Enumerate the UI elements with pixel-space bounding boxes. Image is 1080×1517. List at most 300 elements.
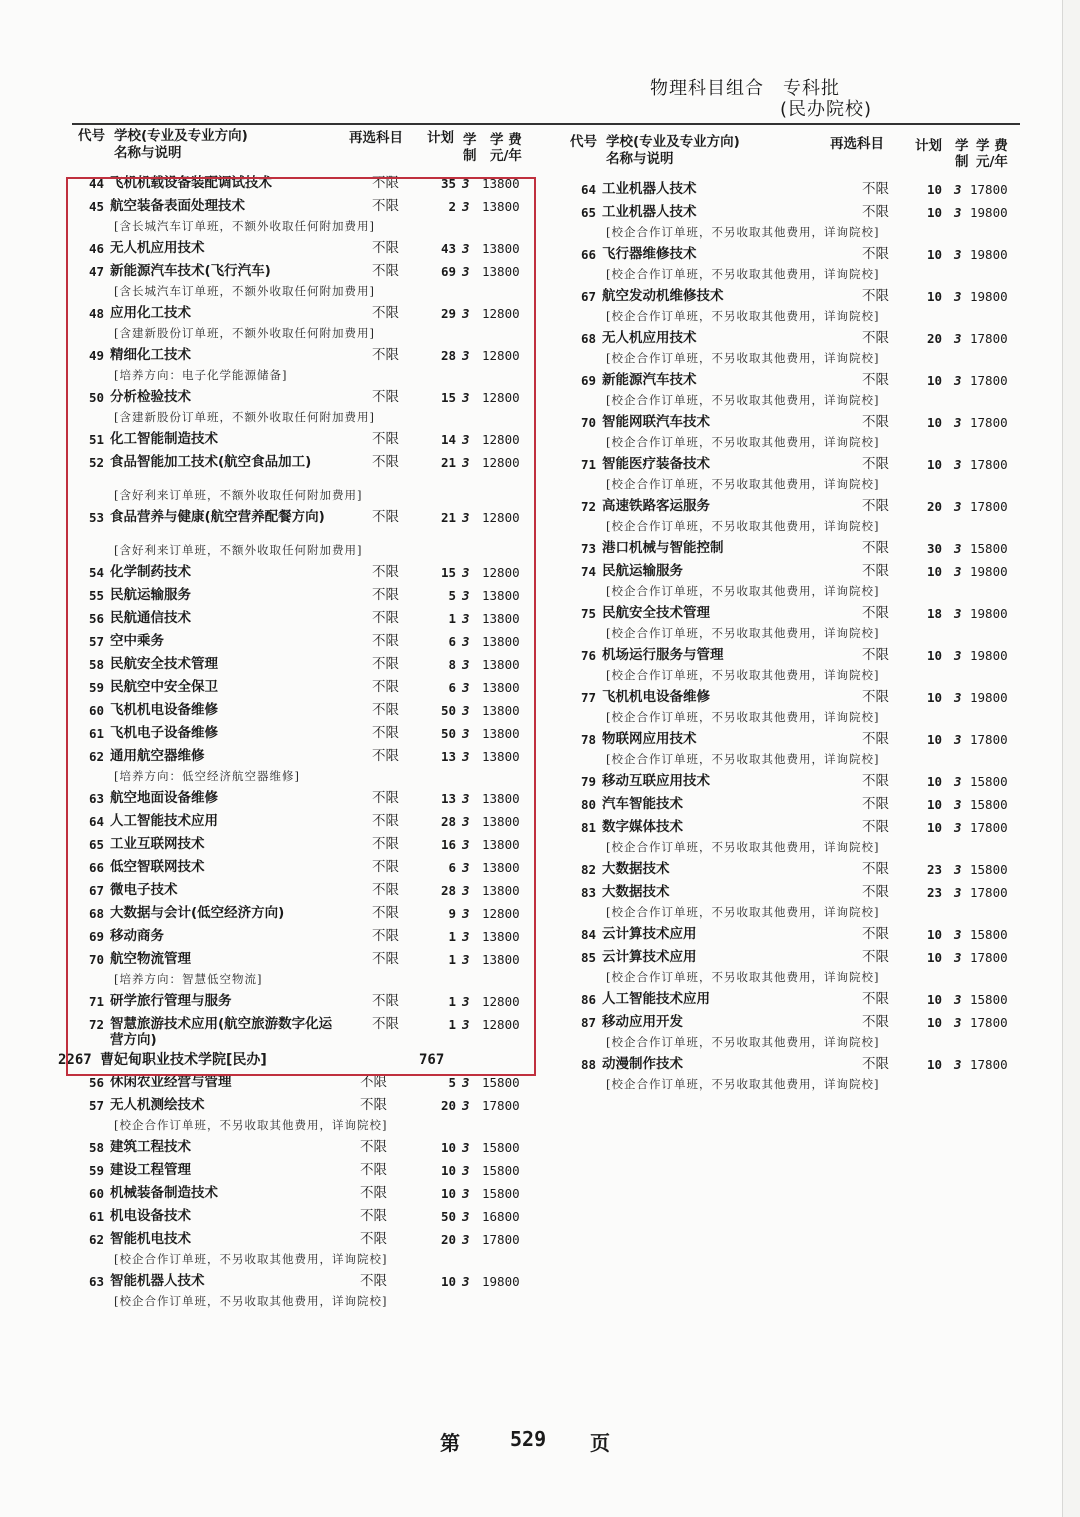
tuition-fee: 13800 [482,814,520,829]
elective-subject: 不限 [862,949,889,965]
major-note: [校企合作订单班，不另收取其他费用，详询院校] [606,752,880,766]
tuition-fee: 13800 [482,749,520,764]
col-fee-sub-header: 元/年 [976,154,1008,170]
tuition-fee: 19800 [970,564,1008,579]
major-note: [校企合作订单班，不另收取其他费用，详询院校] [606,267,880,281]
study-years: 3 [954,648,962,663]
plan-count: 10 [926,732,942,747]
tuition-fee: 16800 [482,1209,520,1224]
study-years: 3 [954,182,962,197]
plan-count: 15 [440,390,456,405]
plan-count: 23 [926,885,942,900]
plan-count: 10 [926,950,942,965]
major-note: [含好利来订单班，不额外收取任何附加费用] [114,488,363,502]
plan-count: 10 [926,182,942,197]
elective-subject: 不限 [372,928,399,944]
tuition-fee: 17800 [970,732,1008,747]
school-code: 2267 [58,1052,92,1068]
elective-subject: 不限 [862,498,889,514]
header-subtitle: (民办院校) [779,99,872,120]
plan-count: 16 [440,837,456,852]
tuition-fee: 13800 [482,952,520,967]
col-years-header: 学 [955,138,969,154]
elective-subject: 不限 [372,587,399,603]
elective-subject: 不限 [862,647,889,663]
elective-subject: 不限 [862,246,889,262]
study-years: 3 [462,680,470,695]
major-name: 民航运输服务 [110,587,191,603]
plan-count: 10 [926,205,942,220]
major-note: [校企合作订单班，不另收取其他费用，详询院校] [114,1252,388,1266]
plan-count: 1 [448,994,456,1009]
elective-subject: 不限 [360,1273,387,1289]
study-years: 3 [462,306,470,321]
study-years: 3 [954,885,962,900]
major-note: [校企合作订单班，不另收取其他费用，详询院校] [606,970,880,984]
elective-subject: 不限 [372,610,399,626]
elective-subject: 不限 [862,926,889,942]
major-note: [培养方向：电子化学能源储备] [114,368,288,382]
major-code: 75 [580,606,596,621]
study-years: 3 [954,1015,962,1030]
major-code: 52 [88,455,104,470]
tuition-fee: 13800 [482,634,520,649]
elective-subject: 不限 [862,731,889,747]
table-row [570,644,1020,667]
major-name: 化工智能制造技术 [110,431,218,447]
col-school-sub-header: 名称与说明 [606,151,674,167]
plan-count: 21 [440,510,456,525]
major-code: 70 [580,415,596,430]
major-name: 食品营养与健康(航空营养配餐方向) [110,509,325,525]
tuition-fee: 13800 [482,791,520,806]
study-years: 3 [954,927,962,942]
study-years: 3 [462,241,470,256]
major-note: [含建新股份订单班，不额外收取任何附加费用] [114,410,375,424]
major-code: 72 [580,499,596,514]
col-code-header: 代号 [78,128,105,144]
major-name: 飞机机电设备维修 [110,702,218,718]
elective-subject: 不限 [862,819,889,835]
table-row [570,495,1020,518]
plan-count: 1 [448,611,456,626]
elective-subject: 不限 [372,389,399,405]
table-row [570,411,1020,434]
elective-subject: 不限 [372,175,399,191]
elective-subject: 不限 [862,372,889,388]
elective-subject: 不限 [372,454,399,470]
major-name: 云计算技术应用 [602,949,697,965]
major-code: 60 [88,1186,104,1201]
major-name: 大数据技术 [602,884,670,900]
major-note: [校企合作订单班，不另收取其他费用，详询院校] [606,1077,880,1091]
plan-count: 23 [926,862,942,877]
plan-count: 5 [448,588,456,603]
study-years: 3 [462,657,470,672]
plan-count: 10 [440,1140,456,1155]
major-code: 66 [580,247,596,262]
tuition-fee: 12800 [482,994,520,1009]
major-code: 88 [580,1057,596,1072]
major-code: 46 [88,241,104,256]
tuition-fee: 12800 [482,348,520,363]
major-code: 72 [88,1017,104,1032]
major-code: 63 [88,1274,104,1289]
major-code: 62 [88,749,104,764]
plan-count: 1 [448,1017,456,1032]
major-name: 机械装备制造技术 [110,1185,218,1201]
study-years: 3 [954,415,962,430]
study-years: 3 [462,455,470,470]
major-name: 高速铁路客运服务 [602,498,710,514]
study-years: 3 [462,176,470,191]
plan-count: 2 [448,199,456,214]
tuition-fee: 12800 [482,432,520,447]
elective-subject: 不限 [360,1097,387,1113]
tuition-fee: 17800 [482,1098,520,1113]
elective-subject: 不限 [372,198,399,214]
study-years: 3 [462,1209,470,1224]
major-code: 57 [88,1098,104,1113]
study-years: 3 [954,732,962,747]
major-note: [培养方向：低空经济航空器维修] [114,769,300,783]
elective-subject: 不限 [372,1016,399,1032]
major-name: 民航运输服务 [602,563,683,579]
tuition-fee: 12800 [482,306,520,321]
table-row [570,1053,1020,1076]
major-name: 智能机器人技术 [110,1273,205,1289]
tuition-fee: 13800 [482,657,520,672]
major-code: 65 [88,837,104,852]
elective-subject: 不限 [862,605,889,621]
table-row [570,793,1020,816]
col-code-header: 代号 [570,134,597,150]
tuition-fee: 15800 [482,1186,520,1201]
major-code: 67 [88,883,104,898]
major-name: 智能机电技术 [110,1231,191,1247]
table-row [570,602,1020,625]
major-name: 精细化工技术 [110,347,191,363]
page-header [650,78,872,120]
major-note: [校企合作订单班，不另收取其他费用，详询院校] [606,351,880,365]
study-years: 3 [954,797,962,812]
major-note: [校企合作订单班，不另收取其他费用，详询院校] [114,1294,388,1308]
study-years: 3 [462,390,470,405]
major-name: 智能医疗装备技术 [602,456,710,472]
major-name: 智能网联汽车技术 [602,414,710,430]
plan-count: 18 [926,606,942,621]
highlight-box [66,177,536,1076]
major-note: [校企合作订单班，不另收取其他费用，详询院校] [606,710,880,724]
plan-count: 21 [440,455,456,470]
tuition-fee: 13800 [482,264,520,279]
table-row [570,453,1020,476]
study-years: 3 [462,1140,470,1155]
major-name: 汽车智能技术 [602,796,683,812]
elective-subject: 不限 [372,905,399,921]
plan-count: 10 [926,927,942,942]
col-school-sub-header: 名称与说明 [114,145,182,161]
tuition-fee: 13800 [482,726,520,741]
major-note: [校企合作订单班，不另收取其他费用，详询院校] [606,477,880,491]
table-row [570,327,1020,350]
study-years: 3 [462,906,470,921]
table-row [570,178,1020,201]
major-code: 69 [88,929,104,944]
major-name: 食品智能加工技术(航空食品加工) [110,454,312,470]
right-column-header [570,132,1020,178]
study-years: 3 [462,432,470,447]
major-code: 59 [88,680,104,695]
tuition-fee: 17800 [970,885,1008,900]
plan-count: 29 [440,306,456,321]
study-years: 3 [462,791,470,806]
major-code: 60 [88,703,104,718]
tuition-fee: 13800 [482,703,520,718]
col-school-header: 学校(专业及专业方向) [606,134,740,150]
elective-subject: 不限 [372,951,399,967]
col-fee-sub-header: 元/年 [490,148,522,164]
left-column-header [78,126,528,172]
major-name: 研学旅行管理与服务 [110,993,232,1009]
elective-subject: 不限 [862,456,889,472]
major-note: [校企合作订单班，不另收取其他费用，详询院校] [606,905,880,919]
plan-count: 10 [926,457,942,472]
study-years: 3 [954,1057,962,1072]
col-school-header: 学校(专业及专业方向) [114,128,248,144]
table-row [570,686,1020,709]
plan-count: 10 [926,774,942,789]
plan-count: 10 [926,247,942,262]
elective-subject: 不限 [862,884,889,900]
major-name: 云计算技术应用 [602,926,697,942]
tuition-fee: 15800 [970,797,1008,812]
plan-count: 14 [440,432,456,447]
study-years: 3 [462,814,470,829]
plan-count: 10 [440,1274,456,1289]
elective-subject: 不限 [862,288,889,304]
major-name: 新能源汽车技术(飞行汽车) [110,263,271,279]
major-name: 民航通信技术 [110,610,191,626]
major-name: 飞机机电设备维修 [602,689,710,705]
major-name: 通用航空器维修 [110,748,205,764]
major-code: 85 [580,950,596,965]
major-name: 民航安全技术管理 [110,656,218,672]
study-years: 3 [954,564,962,579]
major-code: 71 [88,994,104,1009]
major-note: [校企合作订单班，不另收取其他费用，详询院校] [606,668,880,682]
major-name: 机场运行服务与管理 [602,647,724,663]
elective-subject: 不限 [862,204,889,220]
plan-count: 35 [440,176,456,191]
tuition-fee: 13800 [482,588,520,603]
study-years: 3 [462,1186,470,1201]
plan-count: 10 [926,289,942,304]
tuition-fee: 12800 [482,390,520,405]
plan-count: 50 [440,1209,456,1224]
col-subject-header: 再选科目 [830,136,884,152]
table-row [570,560,1020,583]
tuition-fee: 13800 [482,883,520,898]
major-name: 空中乘务 [110,633,164,649]
plan-count: 13 [440,791,456,806]
study-years: 3 [462,510,470,525]
elective-subject: 不限 [372,431,399,447]
elective-subject: 不限 [372,813,399,829]
plan-count: 20 [440,1098,456,1113]
major-name: 移动商务 [110,928,164,944]
study-years: 3 [954,606,962,621]
plan-count: 10 [926,415,942,430]
elective-subject: 不限 [372,656,399,672]
major-name: 无人机应用技术 [110,240,205,256]
study-years: 3 [462,994,470,1009]
major-code: 77 [580,690,596,705]
major-note: [含好利来订单班，不额外收取任何附加费用] [114,543,363,557]
table-row [570,770,1020,793]
study-years: 3 [462,837,470,852]
elective-subject: 不限 [862,1056,889,1072]
study-years: 3 [462,1274,470,1289]
major-name: 航空物流管理 [110,951,191,967]
plan-count: 1 [448,929,456,944]
major-code: 64 [88,814,104,829]
major-code: 62 [88,1232,104,1247]
elective-subject: 不限 [372,347,399,363]
major-code: 68 [88,906,104,921]
table-row [570,858,1020,881]
table-row [570,201,1020,224]
study-years: 3 [462,565,470,580]
major-name: 建筑工程技术 [110,1139,191,1155]
study-years: 3 [954,950,962,965]
tuition-fee: 13800 [482,176,520,191]
header-rule [72,123,1020,125]
table-row [570,285,1020,308]
major-code: 48 [88,306,104,321]
study-years: 3 [954,499,962,514]
col-years-header: 学 [463,132,477,148]
major-note: [校企合作订单班，不另收取其他费用，详询院校] [606,393,880,407]
elective-subject: 不限 [862,689,889,705]
study-years: 3 [954,992,962,1007]
col-plan-header: 计划 [915,138,942,154]
elective-subject: 不限 [372,305,399,321]
major-name: 飞机电子设备维修 [110,725,218,741]
study-years: 3 [954,774,962,789]
plan-count: 28 [440,883,456,898]
table-row [78,1136,528,1159]
elective-subject: 不限 [372,725,399,741]
plan-count: 5 [448,1075,456,1090]
elective-subject: 不限 [372,836,399,852]
plan-count: 43 [440,241,456,256]
major-name: 民航安全技术管理 [602,605,710,621]
major-code: 71 [580,457,596,472]
major-name: 化学制药技术 [110,564,191,580]
elective-subject: 不限 [372,679,399,695]
header-title: 物理科目组合 专科批 [649,78,840,99]
study-years: 3 [954,457,962,472]
major-code: 81 [580,820,596,835]
plan-count: 13 [440,749,456,764]
major-note: [校企合作订单班，不另收取其他费用，详询院校] [606,225,880,239]
tuition-fee: 12800 [482,565,520,580]
major-name: 工业机器人技术 [602,181,697,197]
table-row [78,1270,528,1293]
major-code: 56 [88,1075,104,1090]
major-name: 工业互联网技术 [110,836,205,852]
table-row [78,1159,528,1182]
major-name: 物联网应用技术 [602,731,697,747]
major-code: 56 [88,611,104,626]
plan-count: 10 [926,564,942,579]
major-name: 航空地面设备维修 [110,790,218,806]
major-code: 86 [580,992,596,1007]
tuition-fee: 13800 [482,929,520,944]
major-code: 68 [580,331,596,346]
major-note: [校企合作订单班，不另收取其他费用，详询院校] [606,309,880,323]
tuition-fee: 17800 [970,415,1008,430]
table-row [78,1228,528,1251]
table-row [570,816,1020,839]
plan-count: 10 [926,648,942,663]
elective-subject: 不限 [372,263,399,279]
col-years-sub-header: 制 [955,154,969,170]
study-years: 3 [462,1075,470,1090]
study-years: 3 [462,1163,470,1178]
tuition-fee: 15800 [482,1163,520,1178]
elective-subject: 不限 [360,1185,387,1201]
plan-count: 20 [926,331,942,346]
plan-count: 1 [448,952,456,967]
tuition-fee: 15800 [970,862,1008,877]
table-row [570,728,1020,751]
table-row [570,369,1020,392]
table-row [570,881,1020,904]
major-note: [校企合作订单班，不另收取其他费用，详询院校] [606,626,880,640]
major-note: [校企合作订单班，不另收取其他费用，详询院校] [606,840,880,854]
elective-subject: 不限 [372,790,399,806]
plan-count: 10 [926,1057,942,1072]
study-years: 3 [462,726,470,741]
plan-count: 10 [926,797,942,812]
elective-subject: 不限 [372,748,399,764]
major-code: 83 [580,885,596,900]
major-code: 49 [88,348,104,363]
elective-subject: 不限 [360,1074,387,1090]
tuition-fee: 17800 [970,1015,1008,1030]
major-code: 57 [88,634,104,649]
major-name: 应用化工技术 [110,305,191,321]
major-name: 人工智能技术应用 [110,813,218,829]
major-name: 动漫制作技术 [602,1056,683,1072]
plan-count: 20 [440,1232,456,1247]
major-name: 飞机机载设备装配调试技术 [110,175,272,191]
plan-count: 9 [448,906,456,921]
study-years: 3 [954,289,962,304]
plan-count: 10 [440,1186,456,1201]
study-years: 3 [462,348,470,363]
tuition-fee: 15800 [970,992,1008,1007]
tuition-fee: 17800 [970,820,1008,835]
elective-subject: 不限 [360,1139,387,1155]
plan-count: 10 [926,1015,942,1030]
major-name: 低空智联网技术 [110,859,205,875]
tuition-fee: 15800 [970,927,1008,942]
study-years: 3 [954,247,962,262]
major-name: 飞行器维修技术 [602,246,697,262]
